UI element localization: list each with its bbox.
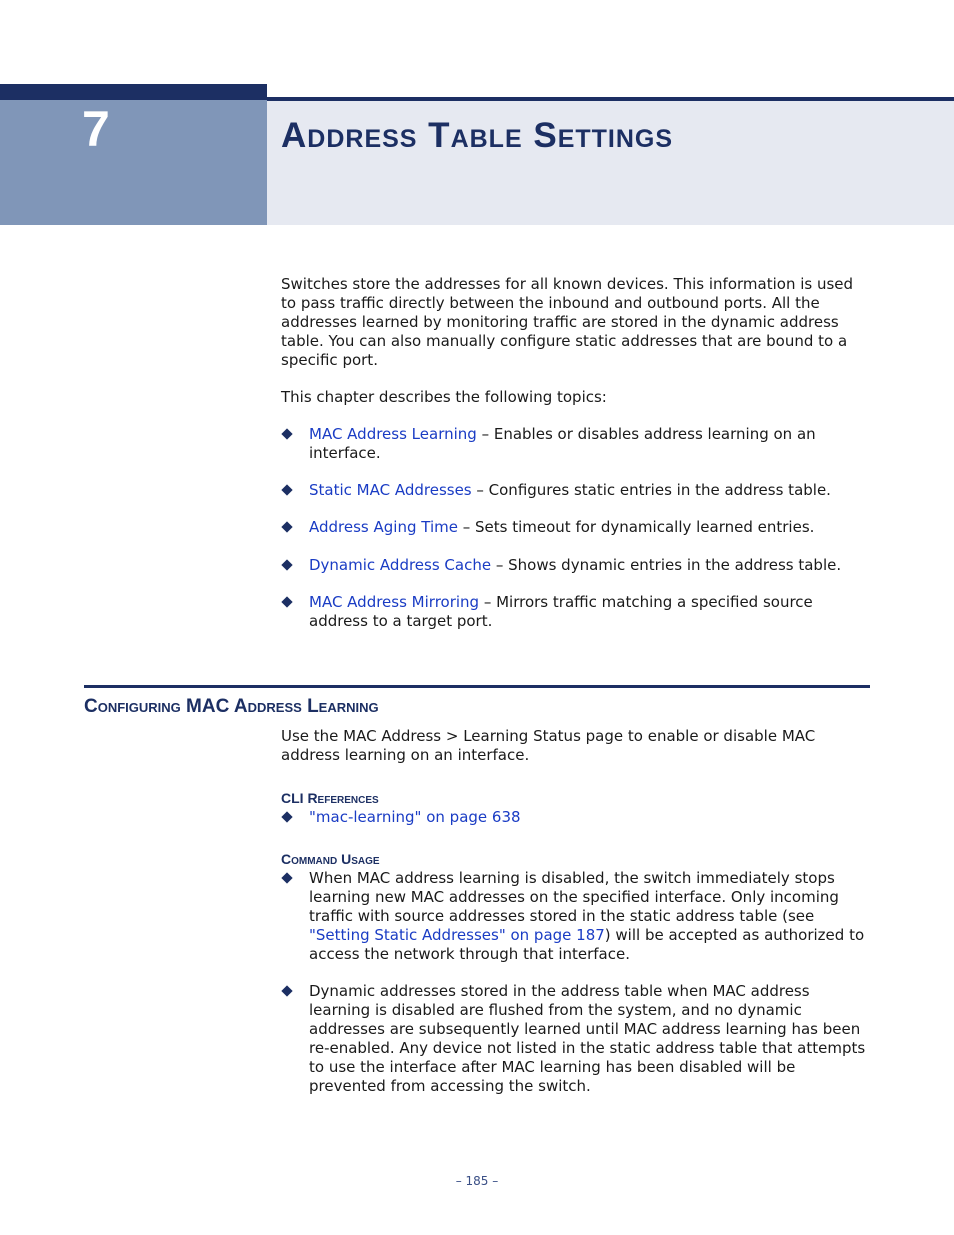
list-item [281, 869, 871, 964]
topic-description: – Mirrors traffic matching a specified source address to a target port. [309, 593, 813, 630]
command-usage-heading: Command Usage [281, 851, 380, 867]
setting-static-addresses-link[interactable]: "Setting Static Addresses" on page 187 [309, 925, 605, 944]
diamond-bullet-icon [281, 522, 292, 533]
topic-link-mac-address-mirroring[interactable]: MAC Address Mirroring [309, 593, 480, 612]
topic-link-address-aging-time[interactable]: Address Aging Time [309, 518, 458, 537]
intro-paragraph: Switches store the addresses for all known devices. This information is used to pass traffic directly between the inbound and outbound ports. All the addresses learned by monitoring traffic are stored in the dynamic address table. You can also manually configure static addresses that are bound to a specific port. [281, 275, 854, 369]
diamond-bullet-icon [281, 872, 292, 883]
command-usage-list [281, 869, 871, 1095]
cli-references-list [281, 808, 871, 827]
diamond-bullet-icon [281, 559, 292, 570]
page-number: – 185 – [455, 1174, 499, 1188]
chapter-number: 7 [82, 101, 110, 157]
section-intro: Use the MAC Address > Learning Status page to enable or disable MAC address learning on an interface. [281, 727, 816, 764]
usage-text: Dynamic addresses stored in the address table when MAC address learning is disabled are flushed from the system, and no dynamic addresses are subsequently learned until MAC address learning has been re-enabled. Any device not listed in the static address table that attempts to use the interface after MAC learning has been disabled will be prevented from accessing the switch. [309, 982, 866, 1095]
topics-list [281, 425, 871, 631]
list-item [281, 982, 871, 1095]
topic-link-mac-address-learning[interactable]: MAC Address Learning [309, 425, 477, 443]
list-item [281, 556, 871, 575]
list-item [281, 808, 871, 827]
topic-description: – Sets timeout for dynamically learned entries. [457, 518, 815, 537]
diamond-bullet-icon [281, 428, 292, 439]
chapter-title: Address Table Settings [281, 116, 674, 155]
topics-lead: This chapter describes the following topics: [281, 388, 607, 406]
list-item [281, 518, 871, 537]
cli-reference-link[interactable]: "mac-learning" on page 638 [309, 808, 521, 826]
section-divider [84, 685, 870, 688]
diamond-bullet-icon [281, 484, 292, 495]
topic-link-static-mac-addresses[interactable]: Static MAC Addresses [309, 480, 472, 499]
chapter-top-rule [0, 84, 267, 100]
diamond-bullet-icon [281, 985, 292, 996]
topic-description: – Shows dynamic entries in the address table. [491, 555, 842, 574]
list-item [281, 481, 871, 500]
diamond-bullet-icon [281, 811, 292, 822]
diamond-bullet-icon [281, 596, 292, 607]
chapter-number-panel [0, 84, 267, 225]
topic-description: – Enables or disables address learning on an interface. [309, 425, 816, 462]
topic-link-dynamic-address-cache[interactable]: Dynamic Address Cache [309, 555, 492, 574]
usage-text: ) will be accepted as authorized to access the network through that interface. [309, 925, 865, 963]
topic-description: – Configures static entries in the address table. [471, 480, 831, 499]
list-item [281, 425, 871, 463]
list-item [281, 593, 871, 631]
cli-references-heading: CLI References [281, 790, 379, 806]
usage-text: When MAC address learning is disabled, the switch immediately stops learning new MAC addresses on the specified interface. Only incoming traffic with source addresses stored in the static address table (see [309, 869, 839, 925]
section-title: Configuring MAC Address Learning [84, 696, 379, 717]
